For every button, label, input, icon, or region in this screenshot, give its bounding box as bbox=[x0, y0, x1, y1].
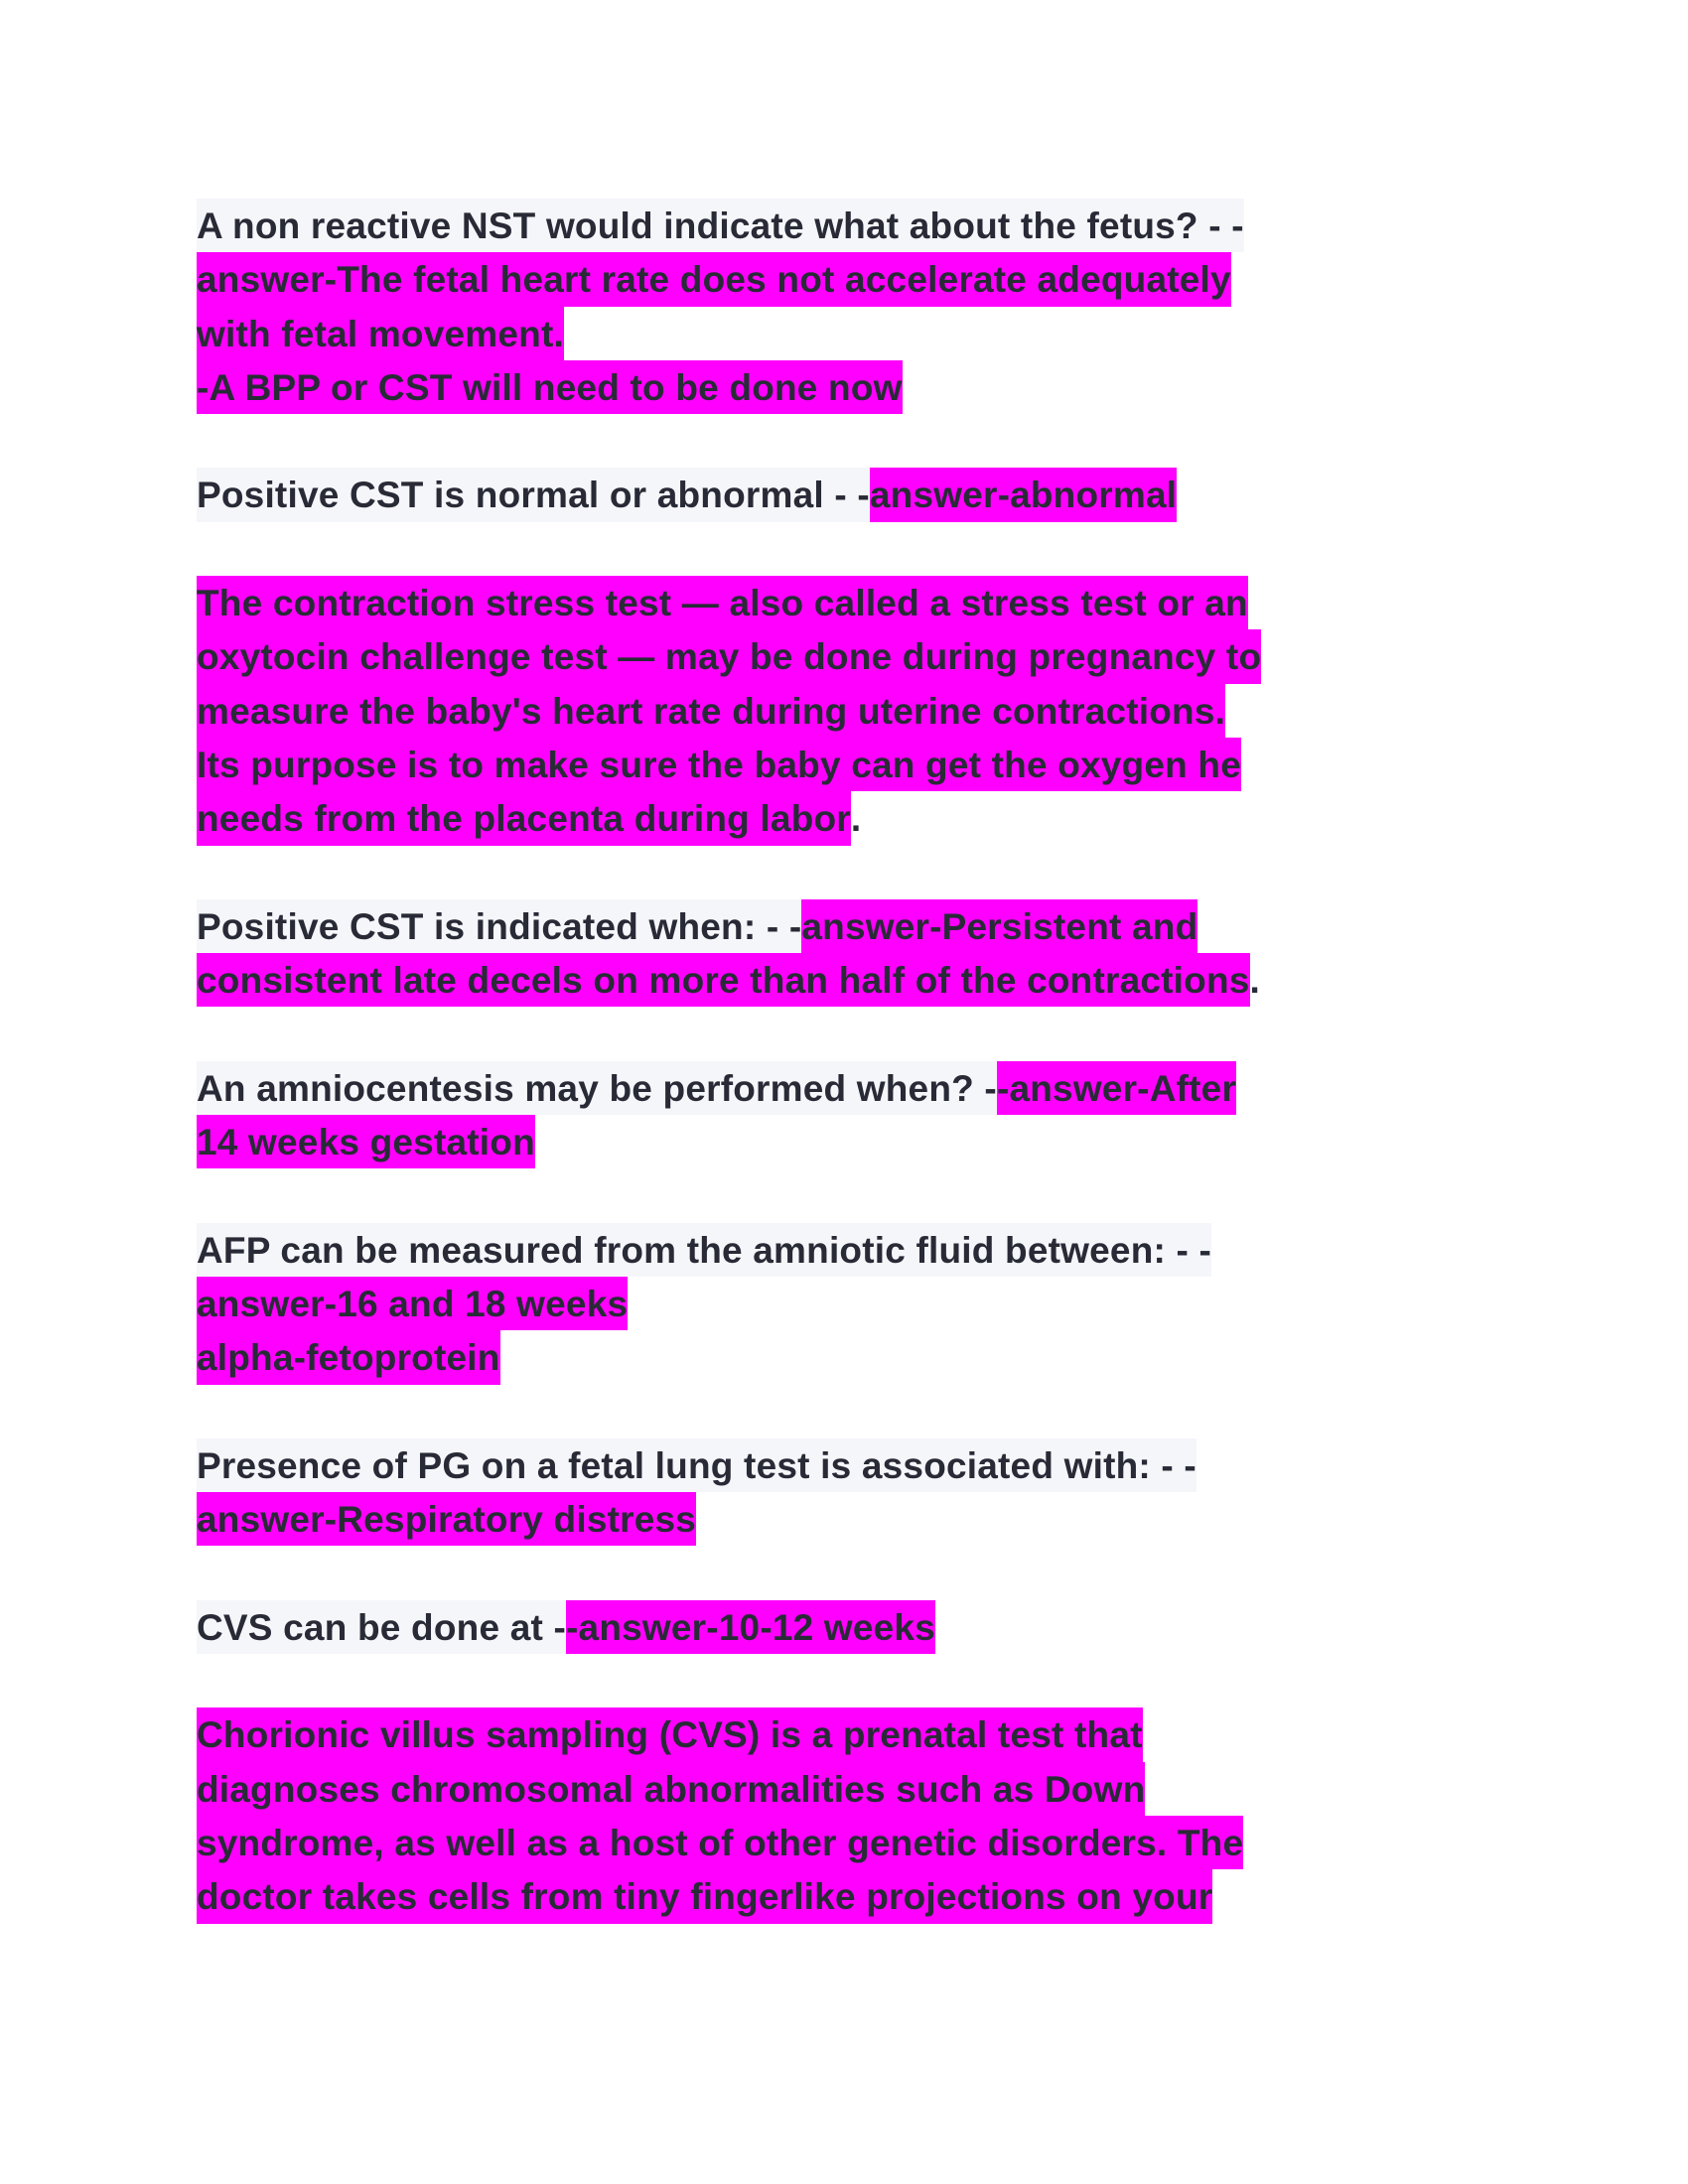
qa-block bbox=[197, 1061, 1261, 1223]
text-line bbox=[197, 252, 1261, 306]
blank-line bbox=[197, 846, 1261, 899]
blank-line bbox=[197, 1546, 1261, 1599]
text-line bbox=[197, 1707, 1261, 1761]
question-text: AFP can be measured from the amniotic fluid between: - - bbox=[197, 1223, 1211, 1277]
blank-line bbox=[197, 1007, 1261, 1060]
question-text: Presence of PG on a fetal lung test is associated with: - - bbox=[197, 1438, 1196, 1492]
qa-block bbox=[197, 1600, 1261, 1708]
qa-block bbox=[197, 576, 1261, 899]
text-line bbox=[197, 360, 1261, 414]
answer-text: answer-Respiratory distress bbox=[197, 1492, 696, 1546]
text-line bbox=[197, 791, 1261, 845]
qa-block bbox=[197, 468, 1261, 576]
text-line bbox=[197, 899, 1261, 953]
answer-text: answer-Persistent and bbox=[801, 899, 1197, 953]
answer-text: answer-The fetal heart rate does not accelerate adequately bbox=[197, 252, 1231, 306]
text-line bbox=[197, 1492, 1261, 1546]
question-text: Positive CST is indicated when: - - bbox=[197, 899, 801, 953]
question-text: Positive CST is normal or abnormal - - bbox=[197, 468, 870, 521]
answer-text: oxytocin challenge test — may be done during pregnancy to bbox=[197, 629, 1261, 683]
answer-text: -answer-10-12 weeks bbox=[566, 1600, 935, 1654]
answer-text: diagnoses chromosomal abnormalities such as Down bbox=[197, 1762, 1145, 1816]
blank-line bbox=[197, 1654, 1261, 1707]
blank-line bbox=[197, 1385, 1261, 1438]
answer-text: consistent late decels on more than half of the contractions bbox=[197, 953, 1250, 1007]
text-line bbox=[197, 576, 1261, 629]
plain-text: . bbox=[850, 798, 862, 840]
qa-block bbox=[197, 899, 1261, 1061]
blank-line bbox=[197, 1168, 1261, 1222]
qa-block bbox=[197, 199, 1261, 468]
question-text: A non reactive NST would indicate what about the fetus? - - bbox=[197, 199, 1244, 252]
answer-text: needs from the placenta during labor bbox=[197, 791, 851, 845]
question-text: CVS can be done at - bbox=[197, 1600, 566, 1654]
answer-text: answer-abnormal bbox=[870, 468, 1177, 521]
answer-text: 14 weeks gestation bbox=[197, 1115, 535, 1168]
text-line bbox=[197, 1600, 1261, 1654]
answer-text: -answer-After bbox=[997, 1061, 1236, 1115]
qa-block bbox=[197, 1438, 1261, 1600]
text-line bbox=[197, 629, 1261, 683]
answer-text: measure the baby's heart rate during uterine contractions. bbox=[197, 684, 1225, 738]
answer-text: -A BPP or CST will need to be done now bbox=[197, 360, 903, 414]
blank-line bbox=[197, 414, 1261, 468]
answer-text: answer-16 and 18 weeks bbox=[197, 1277, 628, 1330]
text-line bbox=[197, 1438, 1261, 1492]
question-text: An amniocentesis may be performed when? - bbox=[197, 1061, 997, 1115]
answer-text: Chorionic villus sampling (CVS) is a prenatal test that bbox=[197, 1707, 1143, 1761]
blank-line bbox=[197, 522, 1261, 576]
qa-block bbox=[197, 1707, 1261, 1923]
document-page bbox=[197, 199, 1261, 1924]
answer-text: syndrome, as well as a host of other genetic disorders. The bbox=[197, 1816, 1243, 1869]
text-line bbox=[197, 1762, 1261, 1816]
text-line bbox=[197, 1816, 1261, 1869]
text-line bbox=[197, 1330, 1261, 1384]
text-line bbox=[197, 1869, 1261, 1923]
text-line bbox=[197, 684, 1261, 738]
answer-text: doctor takes cells from tiny fingerlike projections on your bbox=[197, 1869, 1212, 1923]
answer-text: The contraction stress test — also called a stress test or an bbox=[197, 576, 1248, 629]
plain-text: . bbox=[1249, 960, 1261, 1002]
text-line bbox=[197, 738, 1261, 791]
text-line bbox=[197, 468, 1261, 521]
text-line bbox=[197, 1277, 1261, 1330]
text-line bbox=[197, 953, 1261, 1007]
text-line bbox=[197, 307, 1261, 360]
qa-block bbox=[197, 1223, 1261, 1438]
answer-text: alpha-fetoprotein bbox=[197, 1330, 500, 1384]
text-line bbox=[197, 1115, 1261, 1168]
text-line bbox=[197, 1061, 1261, 1115]
text-line bbox=[197, 199, 1261, 252]
answer-text: Its purpose is to make sure the baby can get the oxygen he bbox=[197, 738, 1241, 791]
text-line bbox=[197, 1223, 1261, 1277]
answer-text: with fetal movement. bbox=[197, 307, 564, 360]
